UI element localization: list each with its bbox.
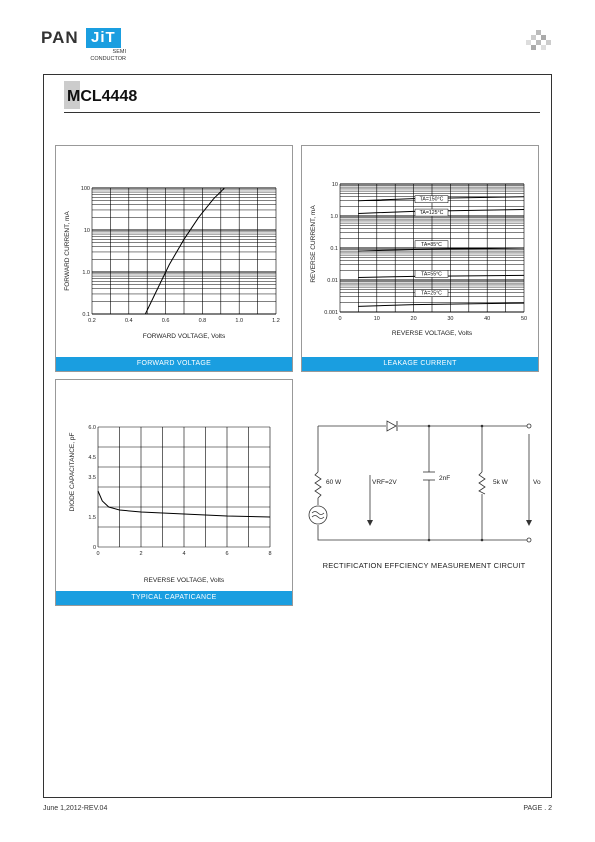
terminal-top-icon: [527, 424, 531, 428]
x-tick-label: 10: [373, 316, 380, 322]
series-line: [145, 188, 224, 314]
x-tick-label: 0.8: [198, 318, 207, 324]
r2-label: 5k W: [493, 479, 508, 486]
title-divider: [64, 112, 540, 113]
vo-label: Vo: [533, 479, 541, 486]
y-tick-label: 6.0: [88, 425, 96, 431]
leakage-current-bar: LEAKAGE CURRENT: [302, 357, 538, 371]
terminal-bottom-icon: [527, 538, 531, 542]
x-tick-label: 0.4: [124, 318, 133, 324]
forward-voltage-bar: FORWARD VOLTAGE: [56, 357, 292, 371]
x-tick-label: 0.2: [88, 318, 96, 324]
capacitance-panel: [55, 379, 293, 606]
series-line: [358, 303, 524, 306]
y-tick-label: 3.5: [88, 475, 96, 481]
cap-ylabel: DIODE CAPACITANCE, pF: [69, 432, 76, 512]
x-tick-label: 2: [139, 551, 143, 557]
x-tick-label: 6: [225, 551, 229, 557]
x-tick-label: 0.6: [161, 318, 170, 324]
y-tick-label: 0.001: [324, 310, 338, 316]
logo-sub-1: SEMI: [112, 49, 126, 55]
x-tick-label: 40: [484, 316, 491, 322]
y-tick-label: 0.01: [327, 278, 338, 284]
logo-subtitle: [84, 49, 126, 63]
forward-voltage-panel: [55, 145, 293, 372]
footer-page: PAGE . 2: [523, 805, 552, 812]
cap-label: 2nF: [439, 475, 451, 482]
x-tick-label: 30: [447, 316, 454, 322]
capacitance-bar: TYPICAL CAPATICANCE: [56, 591, 292, 605]
temp-annotation-label: TA=150°C: [419, 196, 444, 203]
lc-xlabel: REVERSE VOLTAGE, Volts: [391, 330, 473, 337]
diode-icon: [387, 421, 397, 431]
x-tick-label: 20: [410, 316, 417, 322]
y-tick-label: 10: [83, 228, 90, 234]
circuit-caption: RECTIFICATION EFFCIENCY MEASUREMENT CIRCUIT: [322, 561, 526, 570]
temp-annotation-label: TA=125°C: [419, 210, 444, 217]
measurement-circuit: [300, 410, 545, 580]
leakage-current-panel: [301, 145, 539, 372]
logo-sub-2: CONDUCTOR: [90, 56, 126, 62]
r1-label: 60 W: [326, 479, 342, 486]
y-tick-label: 0.1: [82, 312, 90, 318]
x-tick-label: 50: [520, 316, 528, 322]
x-tick-label: 8: [268, 551, 272, 557]
x-tick-label: 1.2: [272, 318, 280, 324]
logo-pan: PAN: [41, 28, 79, 47]
fv-xlabel: FORWARD VOLTAGE, Volts: [142, 333, 226, 340]
y-tick-label: 10: [331, 182, 338, 188]
y-tick-label: 100: [80, 186, 90, 192]
y-tick-label: 1.0: [330, 214, 338, 220]
logo-jit: JiT: [86, 28, 121, 48]
temp-annotation-label: TA=55°C: [421, 271, 442, 278]
vrf-arrow-icon: [367, 520, 373, 526]
x-tick-label: 0: [96, 551, 100, 557]
cap-xlabel: REVERSE VOLTAGE, Volts: [143, 577, 225, 584]
part-number-title: MCL4448: [67, 88, 138, 105]
vrf-label: VRF=2V: [372, 479, 397, 486]
lc-ylabel: REVERSE CURRENT, mA: [310, 205, 317, 283]
footer-date: June 1,2012-REV.04: [43, 805, 108, 812]
leakage-current-chart: [302, 146, 538, 356]
y-tick-label: 0.1: [330, 246, 338, 252]
temp-annotation-label: TA=85°C: [421, 241, 442, 248]
y-tick-label: 0: [92, 545, 96, 551]
corner-dots-icon: [526, 30, 552, 52]
x-tick-label: 1.0: [235, 318, 244, 324]
forward-voltage-chart: [56, 146, 292, 356]
y-tick-label: 1.0: [82, 270, 90, 276]
x-tick-label: 0: [338, 316, 342, 322]
y-tick-label: 1.5: [88, 515, 96, 521]
fv-ylabel: FORWARD CURRENT, mA: [64, 211, 71, 291]
vo-arrow-icon: [526, 520, 532, 526]
capacitance-chart: [56, 380, 292, 590]
x-tick-label: 4: [182, 551, 186, 557]
y-tick-label: 4.5: [88, 455, 96, 461]
temp-annotation-label: TA=25°C: [421, 290, 442, 297]
